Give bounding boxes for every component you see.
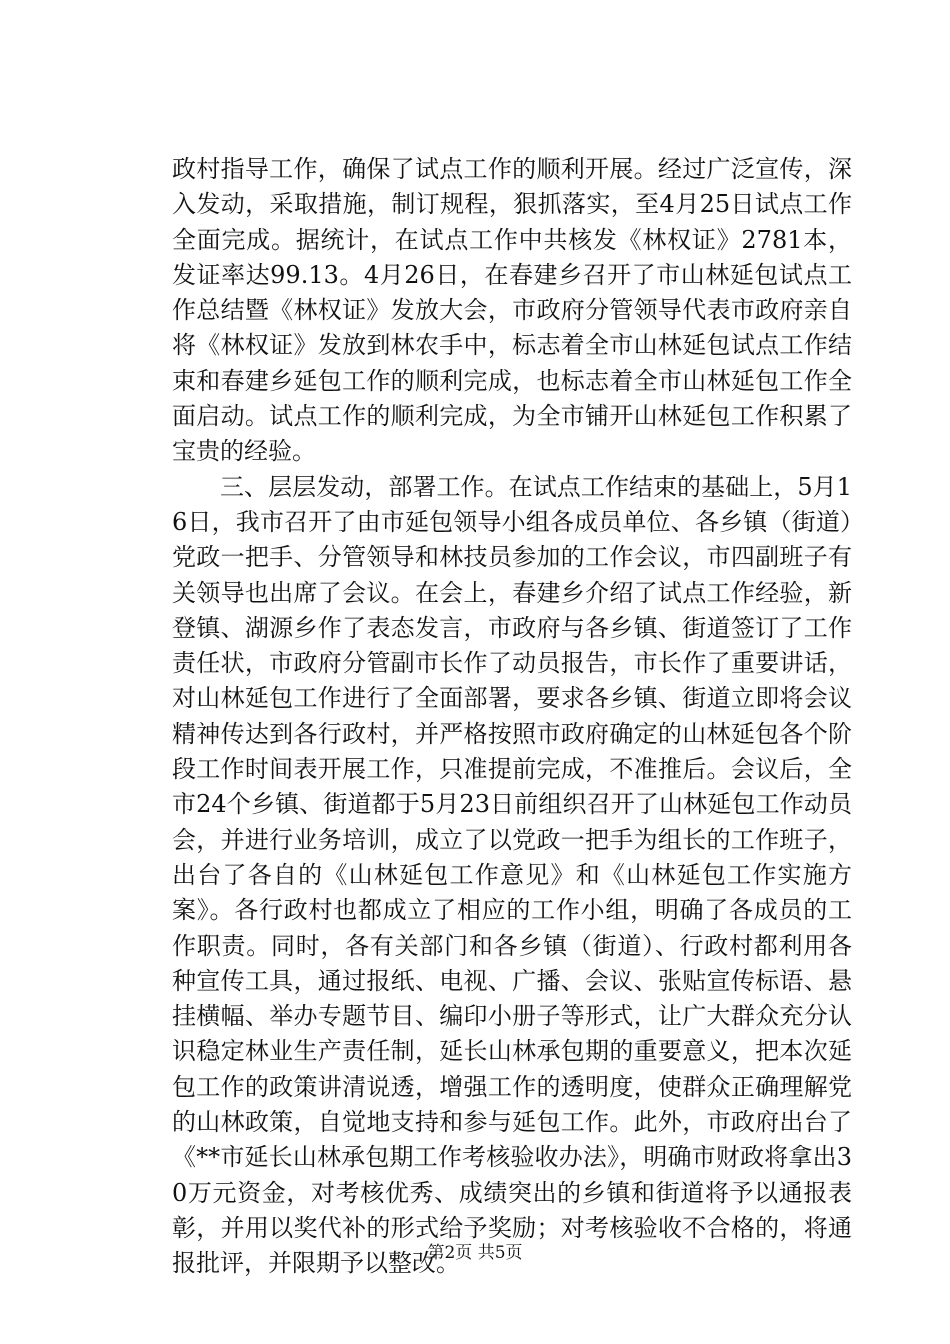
paragraph-deployment: 三、层层发动，部署工作。在试点工作结束的基础上，5月16日，我市召开了由市延包领导小组各成员单位、各乡镇（街道）党政一把手、分管领导和林技员参加的工作会议，市四副班子有关领导也出席了会议。在会上，春建乡介绍了试点工作经验，新登镇、湖源乡作了表态发言，市政府与各乡镇、街道签订了工作责任状，市政府分管副市长作了动员报告，市长作了重要讲话，对山林延包工作进行了全面部署，要求各乡镇、街道立即将会议精神传达到各行政村，并严格按照市政府确定的山林延包各个阶段工作时间表开展工作，只准提前完成，不准推后。会议后，全市24个乡镇、街道都于5月23日前组织召开了山林延包工作动员会，并进行业务培训，成立了以党政一把手为组长的工作班子，出台了各自的《山林延包工作意见》和《山林延包工作实施方案》。各行政村也都成立了相应的工作小组，明确了各成员的工作职责。同时，各有关部门和各乡镇（街道）、行政村都利用各种宣传工具，通过报纸、电视、广播、会议、张贴宣传标语、悬挂横幅、举办专题节目、编印小册子等形式，让广大群众充分认识稳定林业生产责任制，延长山林承包期的重要意义，把本次延包工作的政策讲清说透，增强工作的透明度，使群众正确理解党的山林政策，自觉地支持和参与延包工作。此外，市政府出台了《**市延长山林承包期工作考核验收办法》，明确市财政将拿出30万元资金，对考核优秀、成绩突出的乡镇和街道将予以通报表彰，并用以奖代补的形式给予奖励；对考核验收不合格的，将通报批评，并限期予以整改。 <box>172 472 852 1278</box>
document-body <box>172 152 852 1282</box>
paragraph-pilot-summary: 政村指导工作，确保了试点工作的顺利开展。经过广泛宣传，深入发动，采取措施，制订规程，狠抓落实，至4月25日试点工作全面完成。据统计，在试点工作中共核发《林权证》2781本，发证率达99.13。4月26日，在春建乡召开了市山林延包试点工作总结暨《林权证》发放大会，市政府分管领导代表市政府亲自将《林权证》发放到林农手中，标志着全市山林延包试点工作结束和春建乡延包工作的顺利完成，也标志着全市山林延包工作全面启动。试点工作的顺利完成，为全市铺开山林延包工作积累了宝贵的经验。 <box>172 155 852 466</box>
page-number-footer: 第2页 共5页 <box>427 1243 523 1263</box>
